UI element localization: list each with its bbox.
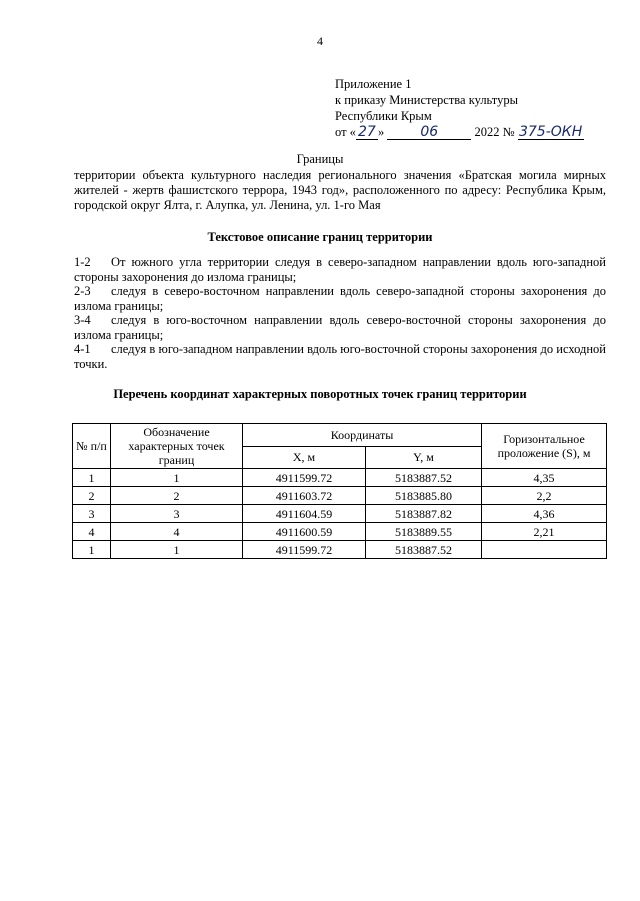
cell-point: 4 xyxy=(111,523,243,541)
appendix-line-3: Республики Крым xyxy=(335,109,432,123)
cell-num: 1 xyxy=(73,469,111,487)
cell-y: 5183889.55 xyxy=(366,523,482,541)
object-description xyxy=(74,168,606,213)
cell-x: 4911604.59 xyxy=(243,505,366,523)
page-number: 4 xyxy=(317,34,323,48)
cell-point: 3 xyxy=(111,505,243,523)
cell-num: 1 xyxy=(73,541,111,559)
year-text: 2022 № xyxy=(474,125,515,139)
appendix-block xyxy=(335,76,584,140)
segment-code: 3-4 xyxy=(74,313,91,327)
segment-text: следуя в юго-западном направлении вдоль юго-восточной стороны захоронения до исходной точки. xyxy=(74,342,606,371)
cell-x: 4911599.72 xyxy=(243,541,366,559)
document-title: Границы xyxy=(296,152,344,166)
appendix-line-2: к приказу Министерства культуры xyxy=(335,93,518,107)
cell-point: 1 xyxy=(111,541,243,559)
cell-s xyxy=(482,541,607,559)
header-horizontal: Горизонтальное проложение (S), м xyxy=(482,424,607,469)
cell-s: 2,21 xyxy=(482,523,607,541)
segment-item xyxy=(74,313,606,342)
table-row xyxy=(73,487,607,505)
segment-item xyxy=(74,255,606,284)
segment-text: следуя в северо-восточном направлении вдоль северо-западной стороны захоронения до излома границы; xyxy=(74,284,606,313)
segment-item xyxy=(74,342,606,371)
date-day: 27 xyxy=(356,125,378,140)
cell-num: 2 xyxy=(73,487,111,505)
cell-num: 4 xyxy=(73,523,111,541)
order-date-line xyxy=(335,124,584,140)
cell-y: 5183887.52 xyxy=(366,541,482,559)
segment-item xyxy=(74,284,606,313)
coordinates-table xyxy=(72,423,607,559)
segment-code: 1-2 xyxy=(74,255,91,269)
text-description-heading: Текстовое описание границ территории xyxy=(207,230,433,244)
cell-y: 5183887.52 xyxy=(366,469,482,487)
cell-x: 4911600.59 xyxy=(243,523,366,541)
segment-code: 2-3 xyxy=(74,284,91,298)
cell-y: 5183887.82 xyxy=(366,505,482,523)
date-mid: » xyxy=(377,125,385,139)
order-number: 375-ОКН xyxy=(518,124,583,140)
coordinates-heading: Перечень координат характерных поворотных точек границ территории xyxy=(113,387,527,401)
header-coordinates: Координаты xyxy=(243,424,482,447)
header-x: X, м xyxy=(243,446,366,469)
cell-point: 1 xyxy=(111,469,243,487)
table-row xyxy=(73,505,607,523)
segment-text: следуя в юго-восточном направлении вдоль северо-восточной стороны захоронения до излома границы; xyxy=(74,313,606,342)
cell-num: 3 xyxy=(73,505,111,523)
description-text: территории объекта культурного наследия регионального значения «Братская могила мирных жителей - жертв фашистского террора, 1943 год», расположенного по адресу: Республика Крым, городской округ Ялта, г. Алупка, ул. Ленина, ул. 1-го Мая xyxy=(74,168,606,212)
cell-point: 2 xyxy=(111,487,243,505)
appendix-line-1: Приложение 1 xyxy=(335,77,412,91)
segments-list xyxy=(74,255,606,371)
segment-text: От южного угла территории следуя в северо-западном направлении вдоль юго-западной стороны захоронения до излома границы; xyxy=(74,255,606,284)
cell-s: 2,2 xyxy=(482,487,607,505)
cell-s: 4,36 xyxy=(482,505,607,523)
table-row xyxy=(73,541,607,559)
table-row xyxy=(73,469,607,487)
cell-y: 5183885.80 xyxy=(366,487,482,505)
cell-x: 4911603.72 xyxy=(243,487,366,505)
cell-x: 4911599.72 xyxy=(243,469,366,487)
header-y: Y, м xyxy=(366,446,482,469)
cell-s: 4,35 xyxy=(482,469,607,487)
header-num: № п/п xyxy=(73,424,111,469)
table-row xyxy=(73,523,607,541)
segment-code: 4-1 xyxy=(74,342,91,356)
date-prefix: от « xyxy=(335,125,356,139)
date-month: 06 xyxy=(387,125,471,140)
header-point: Обозначение характерных точек границ xyxy=(111,424,243,469)
